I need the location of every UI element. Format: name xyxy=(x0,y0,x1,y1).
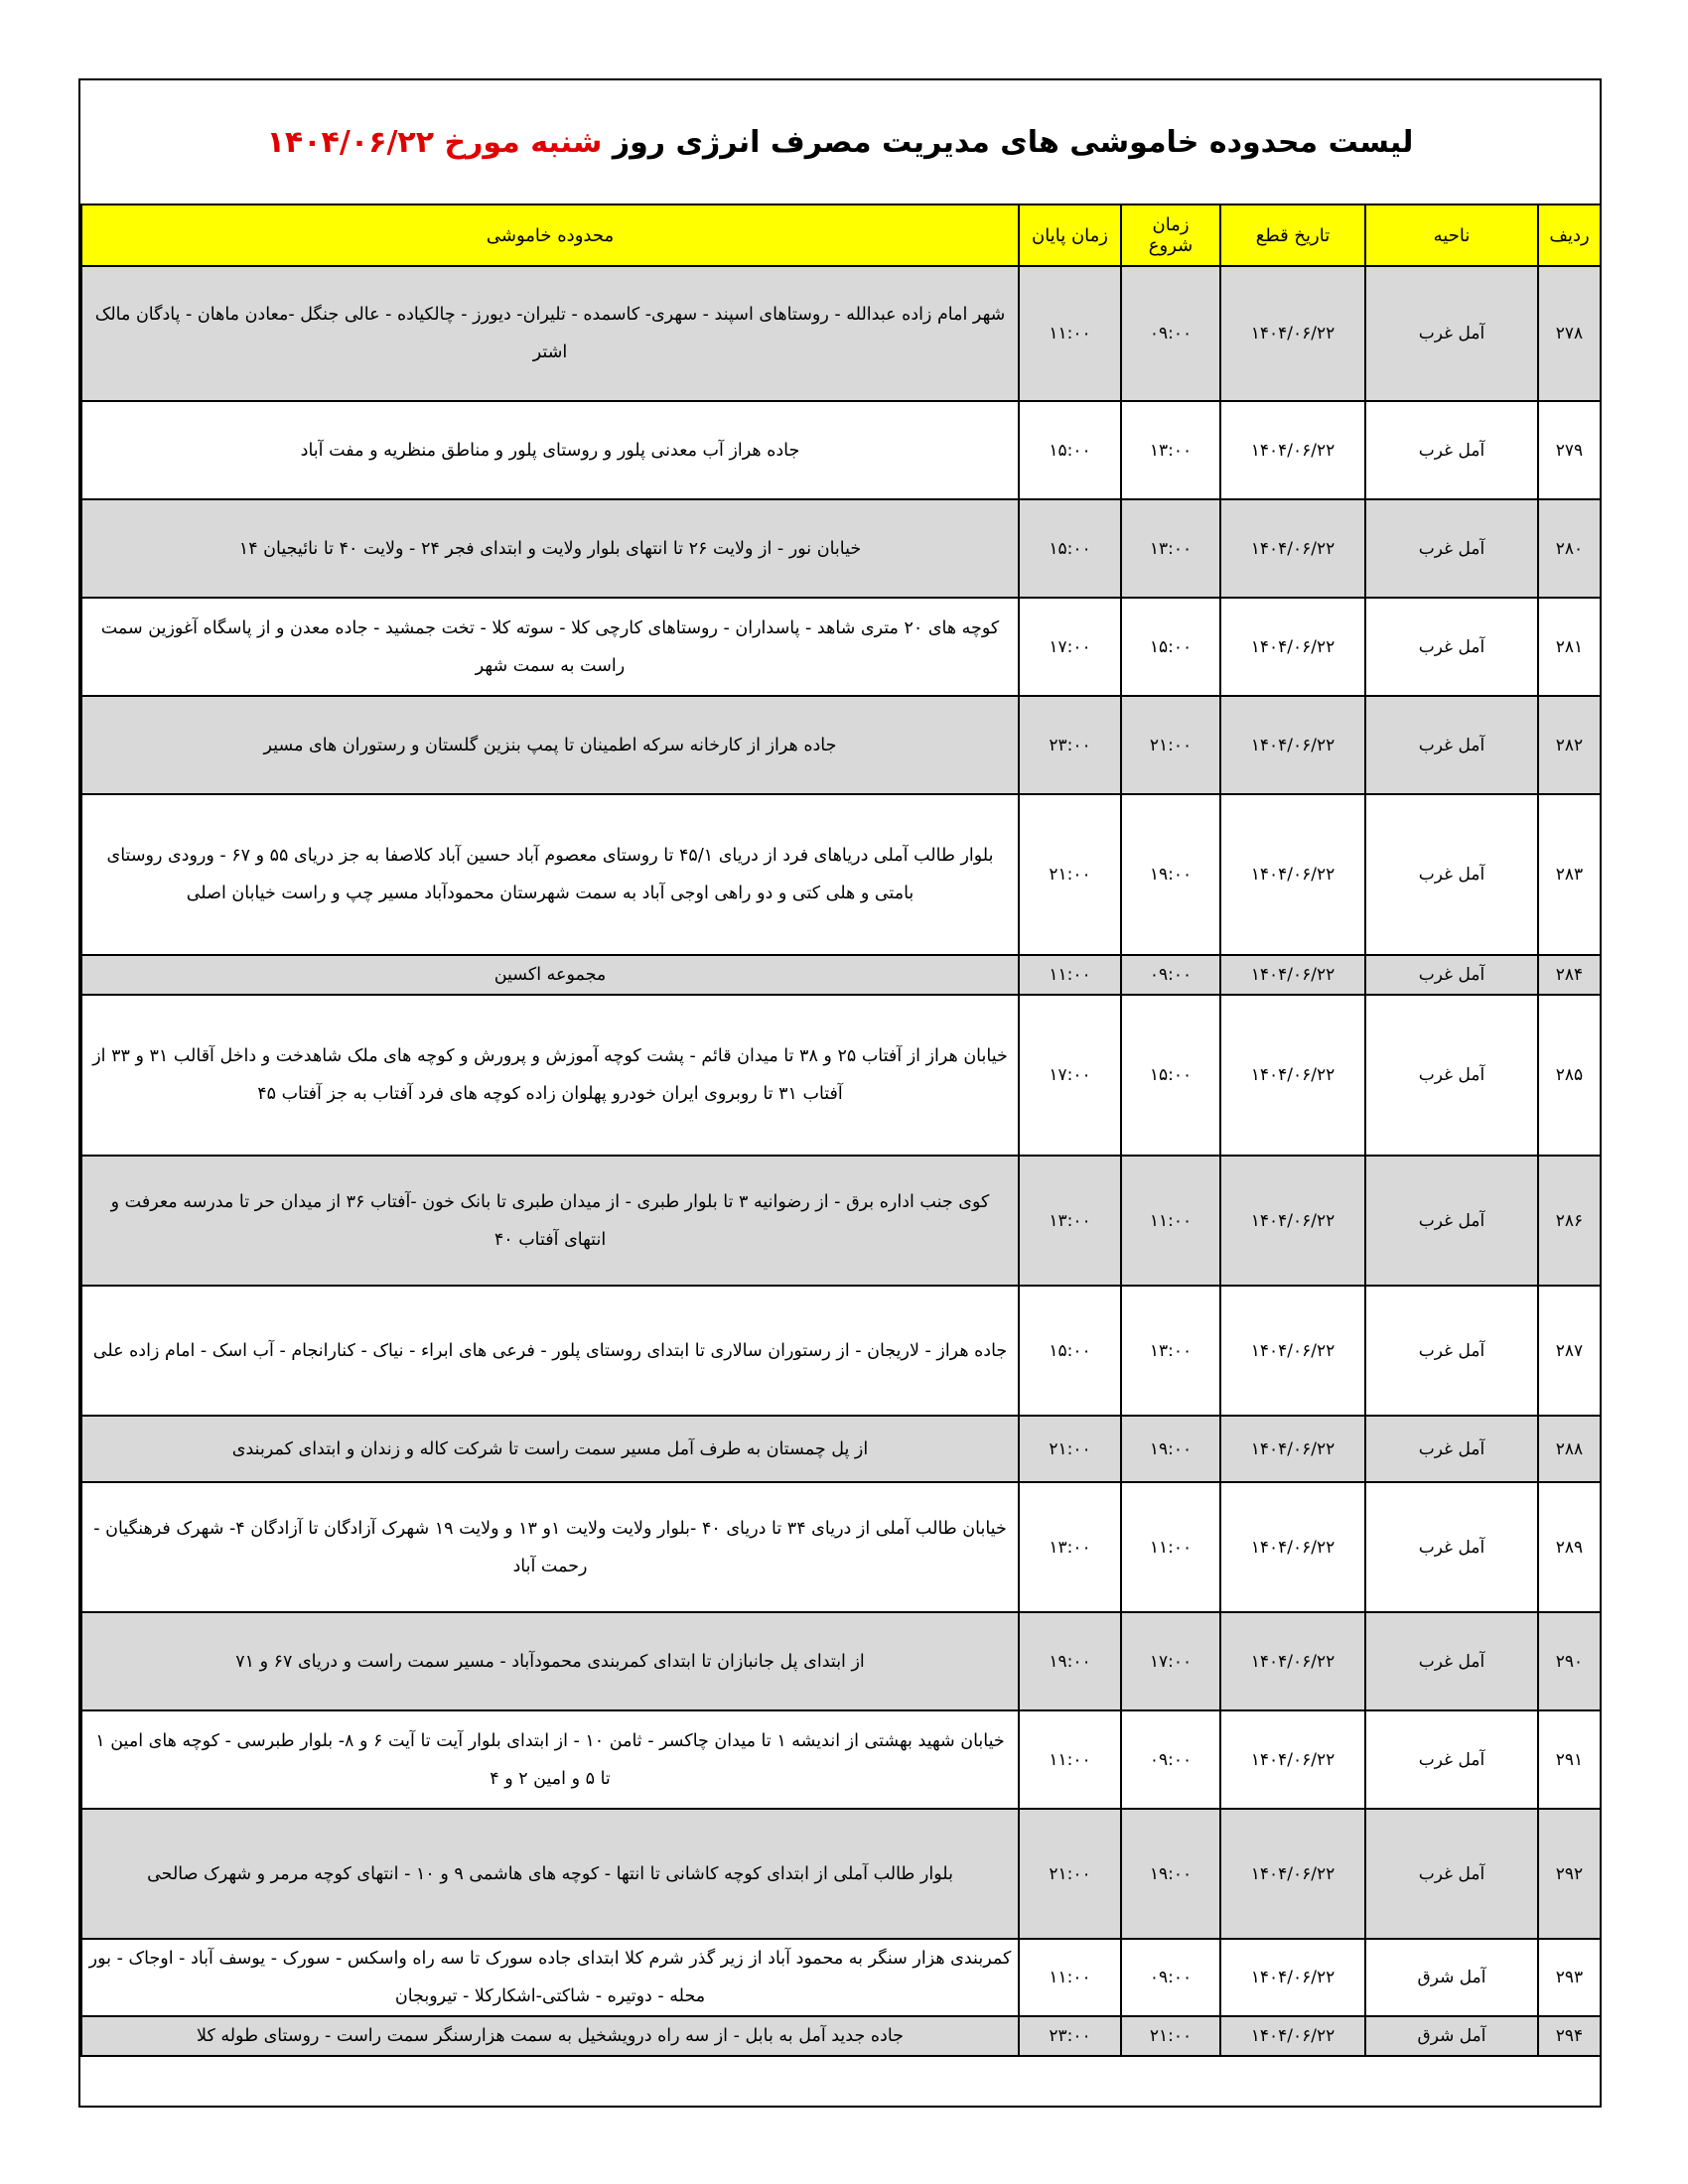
row-number-cell: ۲۸۰ xyxy=(1538,499,1601,598)
table-row xyxy=(81,1710,1601,1809)
end-time-cell: ۲۱:۰۰ xyxy=(1019,794,1121,955)
district-cell: آمل شرق xyxy=(1365,2016,1538,2056)
row-number-cell: ۲۹۰ xyxy=(1538,1612,1601,1710)
table-row xyxy=(81,1286,1601,1416)
district-cell: آمل غرب xyxy=(1365,794,1538,955)
date-cell: ۱۴۰۴/۰۶/۲۲ xyxy=(1220,598,1365,696)
area-cell: کوچه های ۲۰ متری شاهد - پاسداران - روستاهای کارچی کلا - سوته کلا - تخت جمشید - جاده معدن و از پاسگاه آغوزین سمت راست به سمت شهر xyxy=(81,598,1019,696)
district-cell: آمل غرب xyxy=(1365,1612,1538,1710)
start-time-cell: ۱۹:۰۰ xyxy=(1121,1809,1220,1939)
table-row xyxy=(81,2016,1601,2056)
area-cell: جاده هراز - لاریجان - از رستوران سالاری تا ابتدای روستای پلور - فرعی های ابراء - نیاک - کنارانجام - آب اسک - امام زاده علی xyxy=(81,1286,1019,1416)
row-number-cell: ۲۹۴ xyxy=(1538,2016,1601,2056)
end-time-cell: ۲۱:۰۰ xyxy=(1019,1416,1121,1482)
area-cell: از ابتدای پل جانبازان تا ابتدای کمربندی محمودآباد - مسیر سمت راست و دریای ۶۷ و ۷۱ xyxy=(81,1612,1019,1710)
district-cell: آمل غرب xyxy=(1365,1710,1538,1809)
header-start-time: زمان شروع xyxy=(1121,205,1220,266)
table-row xyxy=(81,266,1601,401)
area-cell: بلوار طالب آملی از ابتدای کوچه کاشانی تا انتها - کوچه های هاشمی ۹ و ۱۰ - انتهای کوچه مرمر و شهرک صالحی xyxy=(81,1809,1019,1939)
district-cell: آمل غرب xyxy=(1365,1286,1538,1416)
page-title xyxy=(80,80,1600,204)
row-number-cell: ۲۸۳ xyxy=(1538,794,1601,955)
end-time-cell: ۱۱:۰۰ xyxy=(1019,1710,1121,1809)
area-cell: خیابان نور - از ولایت ۲۶ تا انتهای بلوار ولایت و ابتدای فجر ۲۴ - ولایت ۴۰ تا نائیجیان ۱۴ xyxy=(81,499,1019,598)
row-number-cell: ۲۸۸ xyxy=(1538,1416,1601,1482)
end-time-cell: ۱۵:۰۰ xyxy=(1019,499,1121,598)
area-cell: کمربندی هزار سنگر به محمود آباد از زیر گذر شرم کلا ابتدای جاده سورک تا سه راه واسکس - سورک - یوسف آباد - اوجاک - بور محله - دوتیره - شاکتی-اشکارکلا - تیروبجان xyxy=(81,1939,1019,2016)
header-date: تاریخ قطع xyxy=(1220,205,1365,266)
start-time-cell: ۰۹:۰۰ xyxy=(1121,1939,1220,2016)
row-number-cell: ۲۹۱ xyxy=(1538,1710,1601,1809)
area-cell: جاده جدید آمل به بابل - از سه راه درویشخیل به سمت هزارسنگر سمت راست - روستای طوله کلا xyxy=(81,2016,1019,2056)
row-number-cell: ۲۸۶ xyxy=(1538,1156,1601,1286)
header-row-number: ردیف xyxy=(1538,205,1601,266)
table-row xyxy=(81,955,1601,995)
end-time-cell: ۲۳:۰۰ xyxy=(1019,2016,1121,2056)
start-time-cell: ۰۹:۰۰ xyxy=(1121,1710,1220,1809)
date-cell: ۱۴۰۴/۰۶/۲۲ xyxy=(1220,1939,1365,2016)
end-time-cell: ۱۳:۰۰ xyxy=(1019,1156,1121,1286)
row-number-cell: ۲۷۹ xyxy=(1538,401,1601,499)
date-cell: ۱۴۰۴/۰۶/۲۲ xyxy=(1220,1809,1365,1939)
row-number-cell: ۲۹۳ xyxy=(1538,1939,1601,2016)
area-cell: جاده هراز آب معدنی پلور و روستای پلور و مناطق منظریه و مفت آباد xyxy=(81,401,1019,499)
table-row xyxy=(81,696,1601,794)
district-cell: آمل غرب xyxy=(1365,995,1538,1156)
start-time-cell: ۱۳:۰۰ xyxy=(1121,1286,1220,1416)
row-number-cell: ۲۸۲ xyxy=(1538,696,1601,794)
date-cell: ۱۴۰۴/۰۶/۲۲ xyxy=(1220,1612,1365,1710)
area-cell: بلوار طالب آملی دریاهای فرد از دریای ۴۵/۱ تا روستای معصوم آباد حسین آباد کلاصفا به جز دریای ۵۵ و ۶۷ - ورودی روستای بامتی و هلی کتی و دو راهی اوجی آباد به سمت شهرستان محمودآباد مسیر چپ و راست خیابان اصلی xyxy=(81,794,1019,955)
row-number-cell: ۲۸۴ xyxy=(1538,955,1601,995)
table-row xyxy=(81,1416,1601,1482)
date-cell: ۱۴۰۴/۰۶/۲۲ xyxy=(1220,955,1365,995)
date-cell: ۱۴۰۴/۰۶/۲۲ xyxy=(1220,499,1365,598)
end-time-cell: ۱۵:۰۰ xyxy=(1019,1286,1121,1416)
table-row xyxy=(81,598,1601,696)
date-cell: ۱۴۰۴/۰۶/۲۲ xyxy=(1220,1286,1365,1416)
area-cell: کوی جنب اداره برق - از رضوانیه ۳ تا بلوار طبری - از میدان طبری تا بانک خون -آفتاب ۳۶ از میدان حر تا مدرسه معرفت و انتهای آفتاب ۴۰ xyxy=(81,1156,1019,1286)
area-cell: مجموعه اکسین xyxy=(81,955,1019,995)
start-time-cell: ۲۱:۰۰ xyxy=(1121,2016,1220,2056)
start-time-cell: ۱۷:۰۰ xyxy=(1121,1612,1220,1710)
end-time-cell: ۱۵:۰۰ xyxy=(1019,401,1121,499)
start-time-cell: ۱۵:۰۰ xyxy=(1121,995,1220,1156)
district-cell: آمل غرب xyxy=(1365,1809,1538,1939)
end-time-cell: ۲۱:۰۰ xyxy=(1019,1809,1121,1939)
district-cell: آمل غرب xyxy=(1365,266,1538,401)
start-time-cell: ۱۱:۰۰ xyxy=(1121,1156,1220,1286)
date-cell: ۱۴۰۴/۰۶/۲۲ xyxy=(1220,266,1365,401)
district-cell: آمل غرب xyxy=(1365,1482,1538,1612)
end-time-cell: ۱۳:۰۰ xyxy=(1019,1482,1121,1612)
area-cell: شهر امام زاده عبدالله - روستاهای اسپند - سهری- کاسمده - تلیران- دیورز - چالکیاده - عالی جنگل -معادن ماهان - پادگان مالک اشتر xyxy=(81,266,1019,401)
district-cell: آمل شرق xyxy=(1365,1939,1538,2016)
district-cell: آمل غرب xyxy=(1365,598,1538,696)
district-cell: آمل غرب xyxy=(1365,1416,1538,1482)
header-area: محدوده خاموشی xyxy=(81,205,1019,266)
area-cell: خیابان طالب آملی از دریای ۳۴ تا دریای ۴۰ -بلوار ولایت ولایت ۱و ۱۳ و ولایت ۱۹ شهرک آزادگان تا آزادگان ۴- شهرک فرهنگیان - رحمت آباد xyxy=(81,1482,1019,1612)
start-time-cell: ۱۳:۰۰ xyxy=(1121,499,1220,598)
start-time-cell: ۱۹:۰۰ xyxy=(1121,794,1220,955)
area-cell: از پل چمستان به طرف آمل مسیر سمت راست تا شرکت کاله و زندان و ابتدای کمربندی xyxy=(81,1416,1019,1482)
table-row xyxy=(81,499,1601,598)
header-end-time: زمان پایان xyxy=(1019,205,1121,266)
district-cell: آمل غرب xyxy=(1365,1156,1538,1286)
row-number-cell: ۲۸۵ xyxy=(1538,995,1601,1156)
row-number-cell: ۲۸۹ xyxy=(1538,1482,1601,1612)
date-cell: ۱۴۰۴/۰۶/۲۲ xyxy=(1220,2016,1365,2056)
table-row xyxy=(81,995,1601,1156)
date-cell: ۱۴۰۴/۰۶/۲۲ xyxy=(1220,794,1365,955)
table-row xyxy=(81,794,1601,955)
district-cell: آمل غرب xyxy=(1365,401,1538,499)
title-date: شنبه مورخ ۱۴۰۴/۰۶/۲۲ xyxy=(266,124,603,160)
row-number-cell: ۲۷۸ xyxy=(1538,266,1601,401)
start-time-cell: ۰۹:۰۰ xyxy=(1121,955,1220,995)
date-cell: ۱۴۰۴/۰۶/۲۲ xyxy=(1220,401,1365,499)
title-main: لیست محدوده خاموشی های مدیریت مصرف انرژی روز xyxy=(612,124,1414,160)
date-cell: ۱۴۰۴/۰۶/۲۲ xyxy=(1220,1156,1365,1286)
table-row xyxy=(81,1809,1601,1939)
table-row xyxy=(81,1612,1601,1710)
date-cell: ۱۴۰۴/۰۶/۲۲ xyxy=(1220,1416,1365,1482)
start-time-cell: ۱۵:۰۰ xyxy=(1121,598,1220,696)
outage-table xyxy=(80,204,1602,2057)
end-time-cell: ۱۷:۰۰ xyxy=(1019,598,1121,696)
row-number-cell: ۲۸۱ xyxy=(1538,598,1601,696)
table-row xyxy=(81,1482,1601,1612)
page-sheet xyxy=(78,78,1602,2108)
date-cell: ۱۴۰۴/۰۶/۲۲ xyxy=(1220,1482,1365,1612)
table-row xyxy=(81,1156,1601,1286)
table-header-row xyxy=(81,205,1601,266)
header-district: ناحیه xyxy=(1365,205,1538,266)
date-cell: ۱۴۰۴/۰۶/۲۲ xyxy=(1220,696,1365,794)
table-row xyxy=(81,1939,1601,2016)
end-time-cell: ۱۱:۰۰ xyxy=(1019,266,1121,401)
end-time-cell: ۱۷:۰۰ xyxy=(1019,995,1121,1156)
start-time-cell: ۰۹:۰۰ xyxy=(1121,266,1220,401)
end-time-cell: ۱۱:۰۰ xyxy=(1019,1939,1121,2016)
row-number-cell: ۲۹۲ xyxy=(1538,1809,1601,1939)
start-time-cell: ۲۱:۰۰ xyxy=(1121,696,1220,794)
end-time-cell: ۱۹:۰۰ xyxy=(1019,1612,1121,1710)
start-time-cell: ۱۳:۰۰ xyxy=(1121,401,1220,499)
district-cell: آمل غرب xyxy=(1365,696,1538,794)
area-cell: خیابان شهید بهشتی از اندیشه ۱ تا میدان چاکسر - ثامن ۱۰ - از ابتدای بلوار آیت تا آیت ۶ و ۸- بلوار طبرسی - کوچه های امین ۱ تا ۵ و امین ۲ و ۴ xyxy=(81,1710,1019,1809)
area-cell: جاده هراز از کارخانه سرکه اطمینان تا پمپ بنزین گلستان و رستوران های مسیر xyxy=(81,696,1019,794)
date-cell: ۱۴۰۴/۰۶/۲۲ xyxy=(1220,1710,1365,1809)
start-time-cell: ۱۱:۰۰ xyxy=(1121,1482,1220,1612)
district-cell: آمل غرب xyxy=(1365,499,1538,598)
district-cell: آمل غرب xyxy=(1365,955,1538,995)
table-row xyxy=(81,401,1601,499)
row-number-cell: ۲۸۷ xyxy=(1538,1286,1601,1416)
date-cell: ۱۴۰۴/۰۶/۲۲ xyxy=(1220,995,1365,1156)
area-cell: خیابان هراز از آفتاب ۲۵ و ۳۸ تا میدان قائم - پشت کوچه آموزش و پرورش و کوچه های ملک شاهدخت و داخل آقالب ۳۱ و ۳۳ از آفتاب ۳۱ تا روبروی ایران خودرو پهلوان زاده کوچه های فرد آفتاب به جز آفتاب ۴۵ xyxy=(81,995,1019,1156)
end-time-cell: ۲۳:۰۰ xyxy=(1019,696,1121,794)
start-time-cell: ۱۹:۰۰ xyxy=(1121,1416,1220,1482)
end-time-cell: ۱۱:۰۰ xyxy=(1019,955,1121,995)
